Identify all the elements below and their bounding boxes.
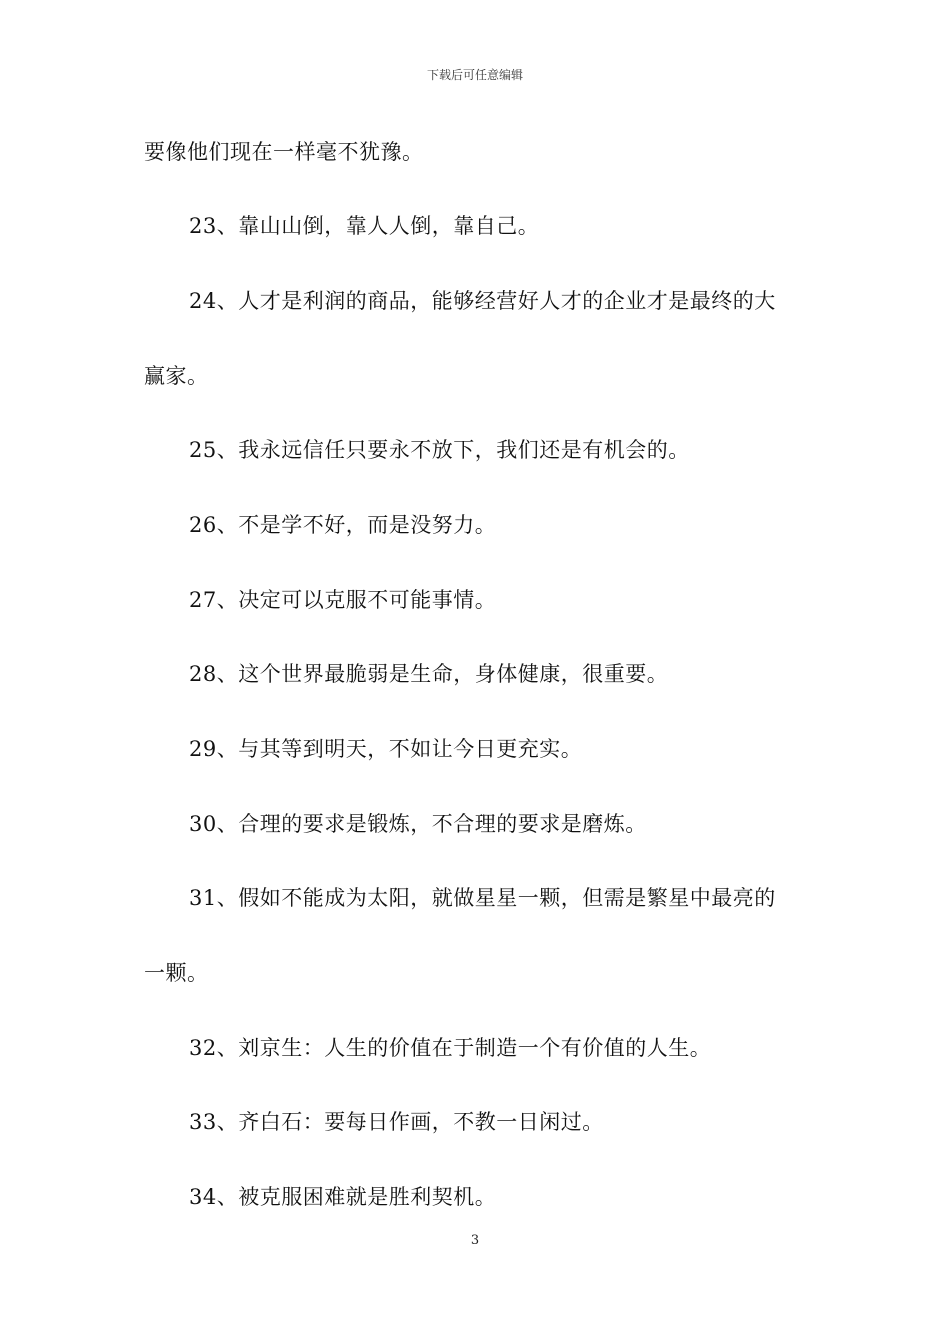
quote-24-continuation: 赢家。 <box>144 364 209 388</box>
page-number: 3 <box>470 1233 480 1248</box>
page-header: 下载后可任意编辑 <box>426 68 523 82</box>
quote-24: 24、人才是利润的商品，能够经营好人才的企业才是最终的大 <box>189 289 776 313</box>
quote-28: 28、这个世界最脆弱是生命，身体健康，很重要。 <box>189 662 669 686</box>
quote-23: 23、靠山山倒，靠人人倒，靠自己。 <box>189 214 540 238</box>
quote-31: 31、假如不能成为太阳，就做星星一颗，但需是繁星中最亮的 <box>189 886 776 910</box>
quote-27: 27、决定可以克服不可能事情。 <box>189 588 497 612</box>
quote-32: 32、刘京生：人生的价值在于制造一个有价值的人生。 <box>189 1036 712 1060</box>
quote-31-continuation: 一颗。 <box>144 961 209 985</box>
quote-26: 26、不是学不好，而是没努力。 <box>189 513 497 537</box>
quote-33: 33、齐白石：要每日作画，不教一日闲过。 <box>189 1110 604 1134</box>
text-line-continuation: 要像他们现在一样毫不犹豫。 <box>144 140 424 164</box>
quote-29: 29、与其等到明天，不如让今日更充实。 <box>189 737 583 761</box>
quote-34: 34、被克服困难就是胜利契机。 <box>189 1185 497 1209</box>
quote-25: 25、我永远信任只要永不放下，我们还是有机会的。 <box>189 438 690 462</box>
quote-30: 30、合理的要求是锻炼，不合理的要求是磨炼。 <box>189 812 647 836</box>
